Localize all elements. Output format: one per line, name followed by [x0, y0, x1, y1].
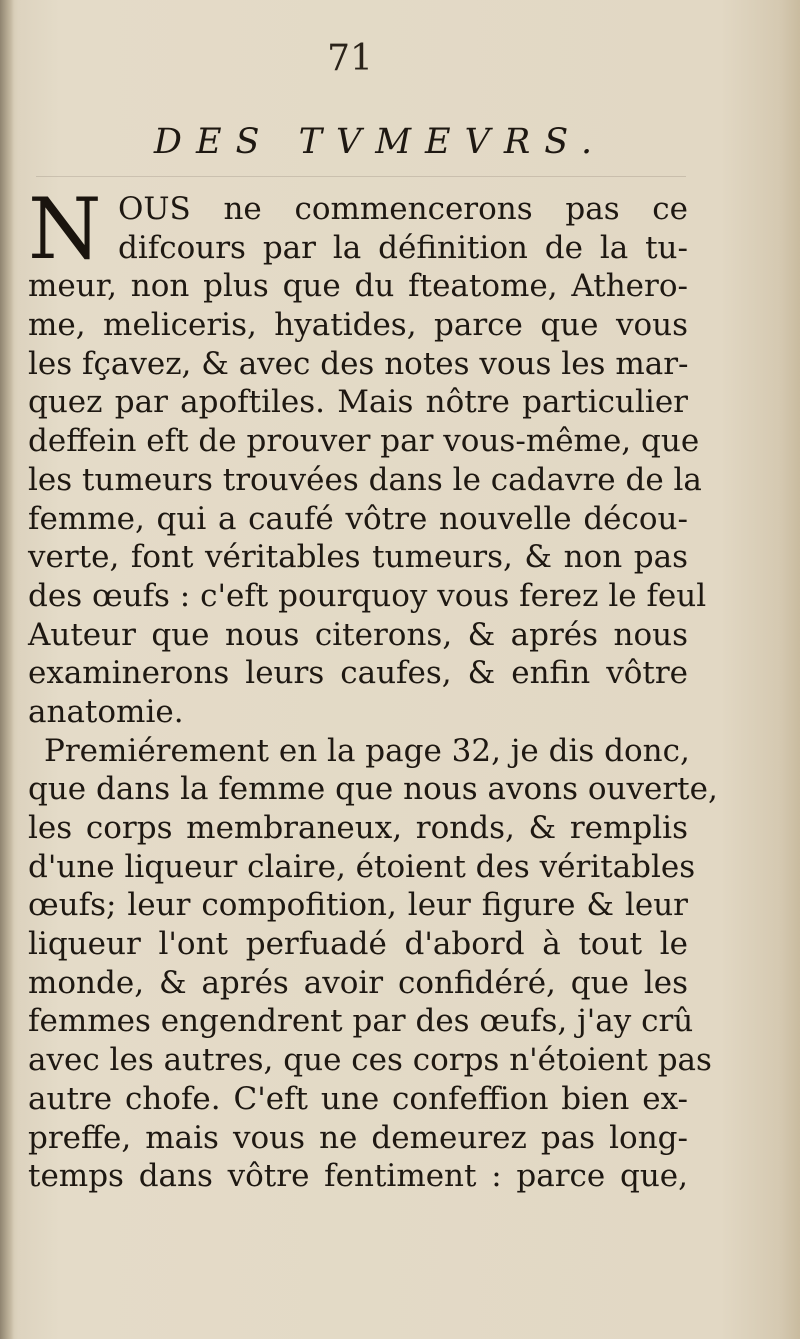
text-line: d'une liqueur claire, étoient des véritables: [28, 848, 696, 885]
page-heading: DES TVMEVRS.: [153, 122, 607, 162]
text-line: OUS ne commencerons pas ce: [118, 191, 688, 227]
text-line: deffein eft de prouver par vous-même, que: [28, 423, 700, 460]
text-line: des œufs : c'eft pourquoy vous ferez le feul: [28, 577, 707, 614]
body-text: [28, 180, 718, 1196]
page-number: 71: [327, 38, 373, 79]
text-line: liqueur l'ont perfuadé d'abord à tout le: [28, 926, 688, 963]
text-line: que dans la femme que nous avons ouverte,: [28, 771, 718, 808]
text-line: femmes engendrent par des œufs, j'ay crû: [28, 1003, 694, 1040]
text-line: les tumeurs trouvées dans le cadavre de la: [28, 461, 702, 498]
text-line: les fçavez, & avec des notes vous les mar-: [28, 345, 689, 382]
text-line: examinerons leurs caufes, & enfin vôtre: [28, 655, 688, 692]
text-line: quez par apoftiles. Mais nôtre particulier: [28, 384, 688, 421]
text-line: me, meliceris, hyatides, parce que vous: [28, 307, 688, 344]
text-line: avec les autres, que ces corps n'étoient pas: [28, 1042, 712, 1079]
text-line: femme, qui a caufé vôtre nouvelle décou-: [28, 500, 688, 537]
text-line: autre chofe. C'eft une confeffion bien ex-: [28, 1080, 688, 1117]
drop-cap: N: [28, 180, 102, 278]
text-line: meur, non plus que du fteatome, Athero-: [28, 268, 688, 305]
text-line: preffe, mais vous ne demeurez pas long-: [28, 1119, 688, 1156]
text-line: verte, font véritables tumeurs, & non pas: [28, 539, 688, 576]
text-line: difcours par la définition de la tu-: [118, 229, 688, 266]
text-line: monde, & aprés avoir confidéré, que les: [28, 964, 688, 1001]
text-line: anatomie.: [28, 693, 184, 730]
text-line: œufs; leur compofition, leur figure & leur: [28, 887, 688, 924]
text-line: Premiérement en la page 32, je dis donc,: [44, 732, 690, 769]
text-line: Auteur que nous citerons, & aprés nous: [28, 616, 688, 653]
text-line: temps dans vôtre fentiment : parce que,: [28, 1158, 688, 1195]
text-line: les corps membraneux, ronds, & remplis: [28, 810, 688, 846]
heading-rule: [36, 176, 686, 177]
